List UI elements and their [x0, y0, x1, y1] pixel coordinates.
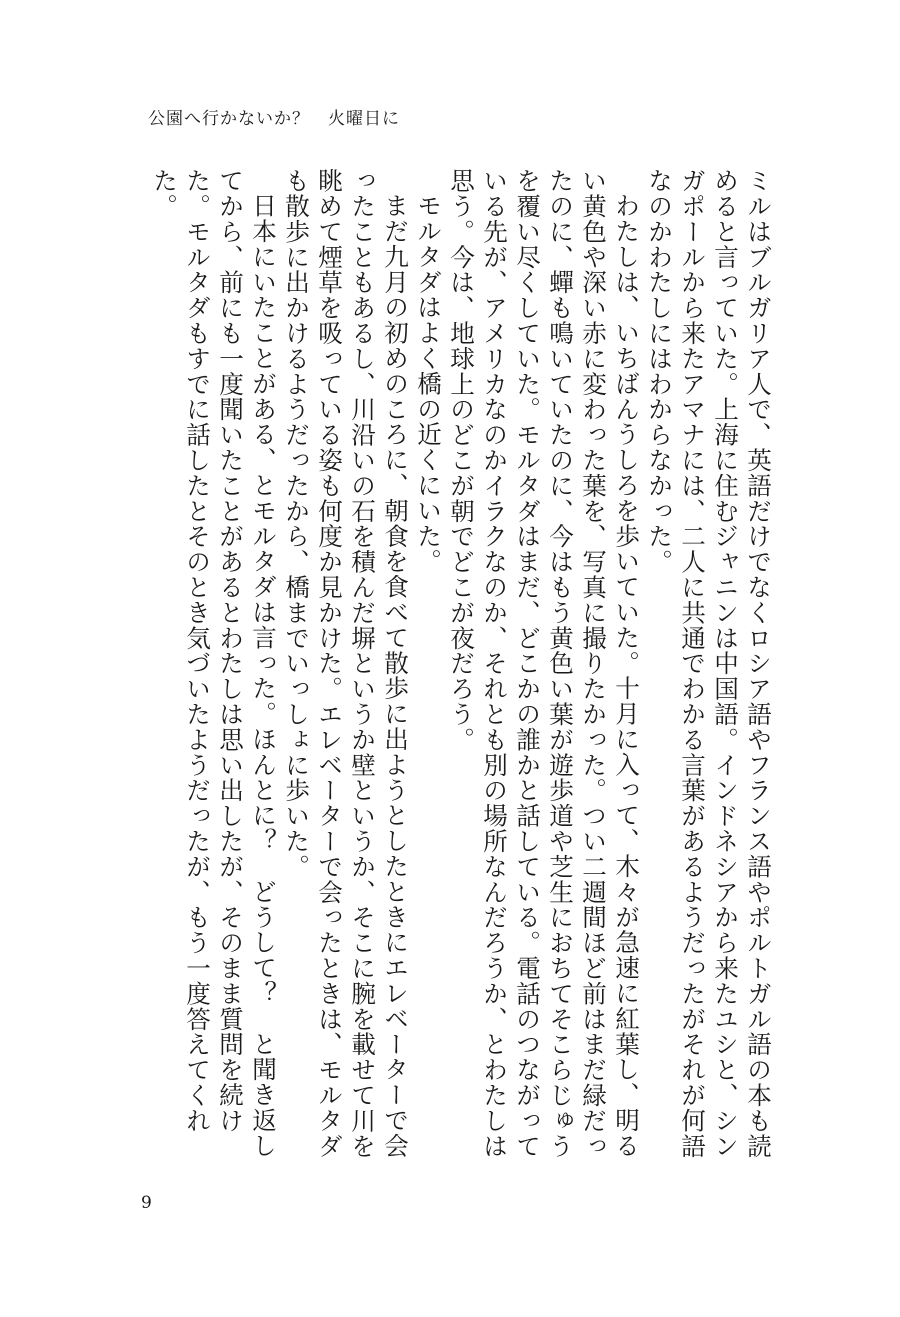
paragraph-1: ミルはブルガリア人で、英語だけでなくロシア語やフランス語やポルトガル語の本も読めると言っていた。上海に住むジャニンは中国語。インドネシアから来たユシと、シンガポールから来たアマナには、二人に共通でわかる言葉があるようだったがそれが何語なのかわたしにはわからなかった。	[645, 168, 773, 1159]
paragraph-3: モルタダはよく橋の近くにいた。	[414, 192, 443, 574]
paragraph-5: 日本にいたことがある、とモルタダは言った。ほんとに？ どうして？ と聞き返してから、前にも一度聞いたことがあるとわたしは思い出したが、そのまま質問を続けた。モルタダもすでに話したとそのとき気づいたようだったが、もう一度答えてくれた。	[150, 168, 278, 1158]
body-text	[148, 168, 775, 1178]
paragraph-4: まだ九月の初めのころに、朝食を食べて散歩に出ようとしたときにエレベーターで会ったこともあるし、川沿いの石を積んだ塀というか壁というか、そこに腕を載せて川を眺めて煙草を吸っている姿も何度か見かけた。エレベーターで会ったときは、モルタダも散歩に出かけるようだったから、橋までいっしょに歩いた。	[282, 168, 410, 1159]
paragraph-2: わたしは、いちばんうしろを歩いていた。十月に入って、木々が急速に紅葉し、明るい黄色や深い赤に変わった葉を、写真に撮りたかった。つい二週間ほど前はまだ緑だったのに、蟬も鳴いていたのに、今はもう黄色い葉が遊歩道や芝生におちてそこらじゅうを覆い尽くしていた。モルタダはまだ、どこかの誰かと話している。電話のつながっている先が、アメリカなのかイラクなのか、それとも別の場所なんだろうか、とわたしは思う。今は、地球上のどこが朝でどこが夜だろう。	[447, 168, 641, 1159]
page-number: 9	[141, 1193, 152, 1213]
running-header: 公園へ行かないか？ 火曜日に	[148, 109, 400, 129]
